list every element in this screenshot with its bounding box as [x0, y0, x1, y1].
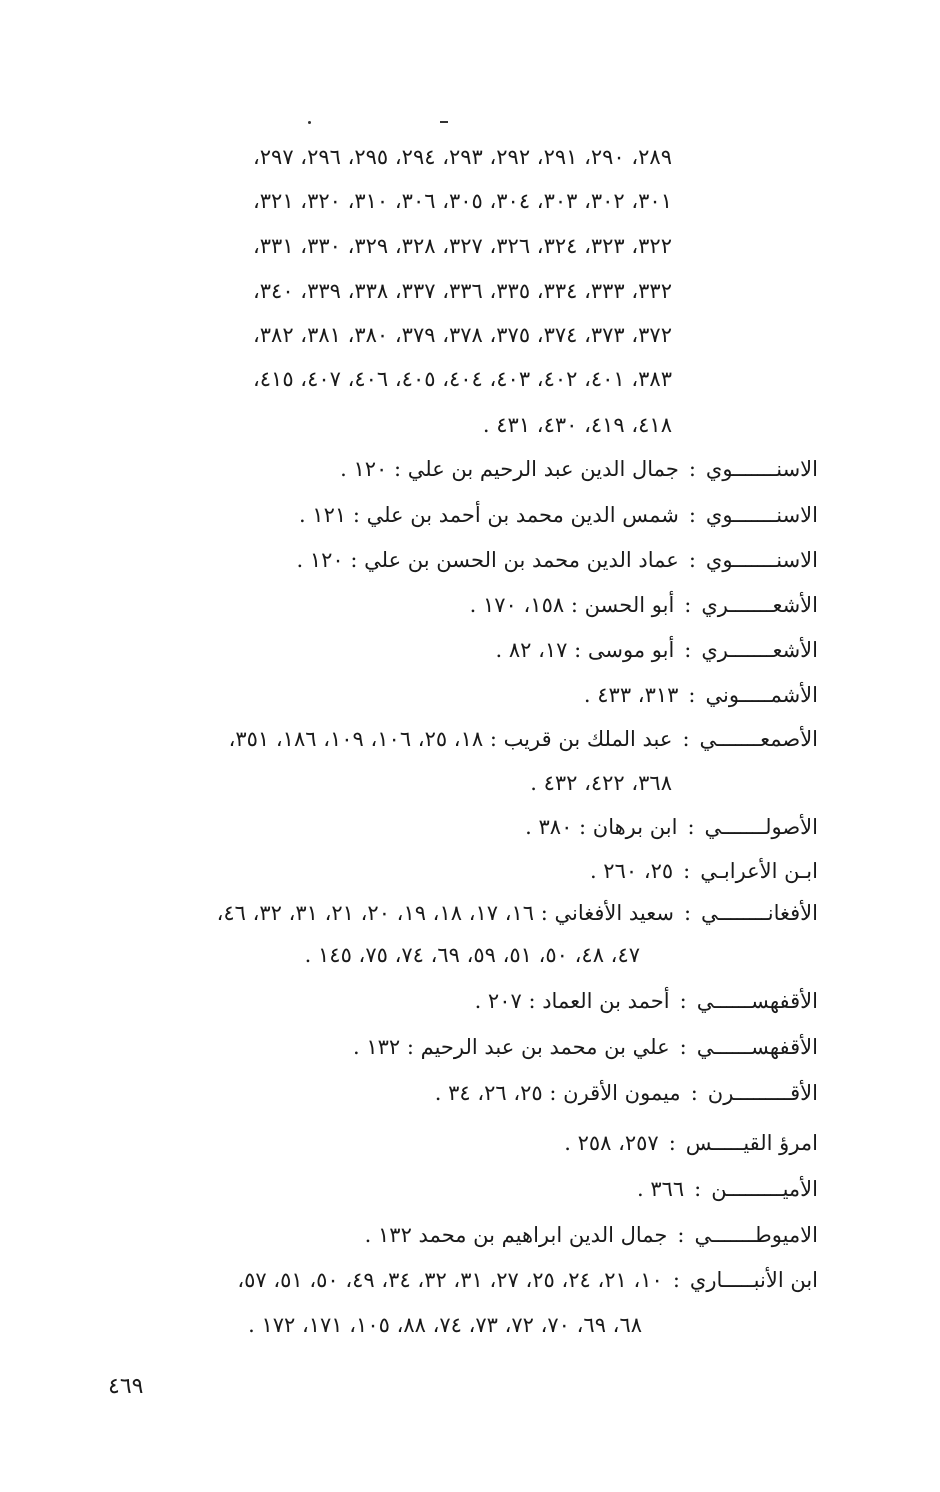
index-term: ابن الأنبـــــاري	[689, 1268, 818, 1292]
index-term: الأميـــــــــن	[711, 1177, 818, 1201]
continuation-line: ٣٧٢، ٣٧٣، ٣٧٤، ٣٧٥، ٣٧٨، ٣٧٩، ٣٨٠، ٣٨١، ٣٨٢،	[253, 323, 672, 347]
index-refs: علي بن محمد بن عبد الرحيم : ١٣٢ .	[352, 1035, 670, 1059]
index-entry: الاسنـــــــوي:جمال الدين عبد الرحيم بن علي : ١٢٠ .	[340, 454, 818, 484]
index-term: الأشمـــــوني	[705, 683, 818, 707]
continuation-line: ٣٢٢، ٣٢٣، ٣٢٤، ٣٢٦، ٣٢٧، ٣٢٨، ٣٢٩، ٣٣٠، ٣٣١،	[253, 234, 672, 258]
index-refs: سعيد الأفغاني : ١٦، ١٧، ١٨، ١٩، ٢٠، ٢١، ٣١، ٣٢، ٤٦،	[216, 901, 674, 925]
index-term: الأشعـــــــري	[701, 593, 818, 617]
index-refs: عماد الدين محمد بن الحسن بن علي : ١٢٠ .	[296, 548, 679, 572]
index-refs: جمال الدين ابراهيم بن محمد ١٣٢ .	[364, 1223, 668, 1247]
index-refs: ٣٦٦ .	[636, 1177, 685, 1201]
index-term: الأصولـــــــي	[704, 815, 818, 839]
index-entry: ابن الأنبـــــاري:١٠، ٢١، ٢٤، ٢٥، ٢٧، ٣١، ٣٢، ٣٤، ٤٩، ٥٠، ٥١، ٥٧،	[237, 1265, 818, 1295]
continuation-line: ٣٣٢، ٣٣٣، ٣٣٤، ٣٣٥، ٣٣٦، ٣٣٧، ٣٣٨، ٣٣٩، ٣٤٠،	[253, 279, 672, 303]
index-entry: الأصمعـــــــي:عبد الملك بن قريب : ١٨، ٢٥، ١٠٦، ١٠٩، ١٨٦، ٣٥١،	[229, 724, 818, 754]
index-entry: الاسنـــــــوي:عماد الدين محمد بن الحسن بن علي : ١٢٠ .	[297, 545, 819, 575]
index-entry-continuation	[305, 940, 640, 970]
index-entry: الاميوطـــــــي:جمال الدين ابراهيم بن محمد ١٣٢ .	[365, 1220, 818, 1250]
index-refs: ابن برهان : ٣٨٠ .	[525, 815, 678, 839]
index-entry: الأشمـــــوني:٣١٣، ٤٣٣ .	[584, 680, 818, 710]
index-entry: الأشعـــــــري:أبو الحسن : ١٥٨، ١٧٠ .	[470, 590, 818, 620]
index-entry: ابـن الأعرابـي:٢٥، ٢٦٠ .	[590, 856, 818, 886]
index-term: الأفغانــــــــي	[701, 901, 818, 925]
index-entry-continuation	[248, 1310, 642, 1340]
index-entry-continuation	[530, 768, 672, 798]
index-entry: الأقـــــــــرن:ميمون الأقرن : ٢٥، ٢٦، ٣٤ .	[435, 1078, 818, 1108]
index-term: الاسنـــــــوي	[705, 457, 818, 481]
index-term: الأقفهســــــي	[696, 989, 818, 1013]
index-refs: عبد الملك بن قريب : ١٨، ٢٥، ١٠٦، ١٠٩، ١٨٦، ٣٥١،	[228, 727, 673, 751]
index-entry: الأقفهســــــي:علي بن محمد بن عبد الرحيم : ١٣٢ .	[353, 1032, 818, 1062]
ink-speck	[308, 121, 311, 124]
index-entry: امرؤ القيـــــس:٢٥٧، ٢٥٨ .	[564, 1128, 818, 1158]
index-term: الاسنـــــــوي	[705, 503, 818, 527]
index-refs: ٣١٣، ٤٣٣ .	[583, 683, 679, 707]
index-refs: ١٠، ٢١، ٢٤، ٢٥، ٢٧، ٣١، ٣٢، ٣٤، ٤٩، ٥٠، ٥١، ٥٧،	[237, 1268, 663, 1292]
continuation-line: ٢٨٩، ٢٩٠، ٢٩١، ٢٩٢، ٢٩٣، ٢٩٤، ٢٩٥، ٢٩٦، ٢٩٧،	[253, 145, 672, 169]
index-refs: ٣٦٨، ٤٢٢، ٤٣٢ .	[530, 771, 672, 795]
index-refs: أحمد بن العماد : ٢٠٧ .	[474, 989, 670, 1013]
page-number: ٤٦٩	[108, 1374, 144, 1399]
index-term: امرؤ القيـــــس	[685, 1131, 818, 1155]
index-term: ابـن الأعرابـي	[700, 859, 818, 883]
index-term: الأقـــــــــرن	[707, 1081, 818, 1105]
index-entry: الأميـــــــــن:٣٦٦ .	[637, 1174, 818, 1204]
index-entry: الأشعـــــــري:أبو موسى : ١٧، ٨٢ .	[496, 635, 818, 665]
index-refs: شمس الدين محمد بن أحمد بن علي : ١٢١ .	[298, 503, 679, 527]
index-refs: جمال الدين عبد الرحيم بن علي : ١٢٠ .	[340, 457, 679, 481]
index-entry: الأصولـــــــي:ابن برهان : ٣٨٠ .	[525, 812, 818, 842]
index-refs: ٦٨، ٦٩، ٧٠، ٧٢، ٧٣، ٧٤، ٨٨، ١٠٥، ١٧١، ١٧٢ .	[248, 1313, 642, 1337]
continuation-line: ٣٠١، ٣٠٢، ٣٠٣، ٣٠٤، ٣٠٥، ٣٠٦، ٣١٠، ٣٢٠، ٣٢١،	[253, 189, 672, 213]
ink-speck	[440, 121, 448, 123]
index-entry: الأقفهســــــي:أحمد بن العماد : ٢٠٧ .	[475, 986, 818, 1016]
index-term: الأشعـــــــري	[701, 638, 818, 662]
index-term: الاميوطـــــــي	[694, 1223, 818, 1247]
index-entry: الاسنـــــــوي:شمس الدين محمد بن أحمد بن علي : ١٢١ .	[299, 500, 818, 530]
index-refs: أبو الحسن : ١٥٨، ١٧٠ .	[469, 593, 675, 617]
index-entry: الأفغانــــــــي:سعيد الأفغاني : ١٦، ١٧، ١٨، ١٩، ٢٠، ٢١، ٣١، ٣٢، ٤٦،	[217, 898, 818, 928]
index-refs: ميمون الأقرن : ٢٥، ٢٦، ٣٤ .	[434, 1081, 681, 1105]
index-refs: أبو موسى : ١٧، ٨٢ .	[495, 638, 675, 662]
index-term: الأصمعـــــــي	[699, 727, 818, 751]
index-refs: ٤٧، ٤٨، ٥٠، ٥١، ٥٩، ٦٩، ٧٤، ٧٥، ١٤٥ .	[304, 943, 640, 967]
index-refs: ٢٥، ٢٦٠ .	[589, 859, 674, 883]
index-refs: ٢٥٧، ٢٥٨ .	[564, 1131, 659, 1155]
index-term: الأقفهســــــي	[696, 1035, 818, 1059]
continuation-line: ٤١٨، ٤١٩، ٤٣٠، ٤٣١ .	[482, 413, 672, 437]
continuation-line: ٣٨٣، ٤٠١، ٤٠٢، ٤٠٣، ٤٠٤، ٤٠٥، ٤٠٦، ٤٠٧، ٤١٥،	[253, 367, 672, 391]
index-term: الاسنـــــــوي	[705, 548, 818, 572]
